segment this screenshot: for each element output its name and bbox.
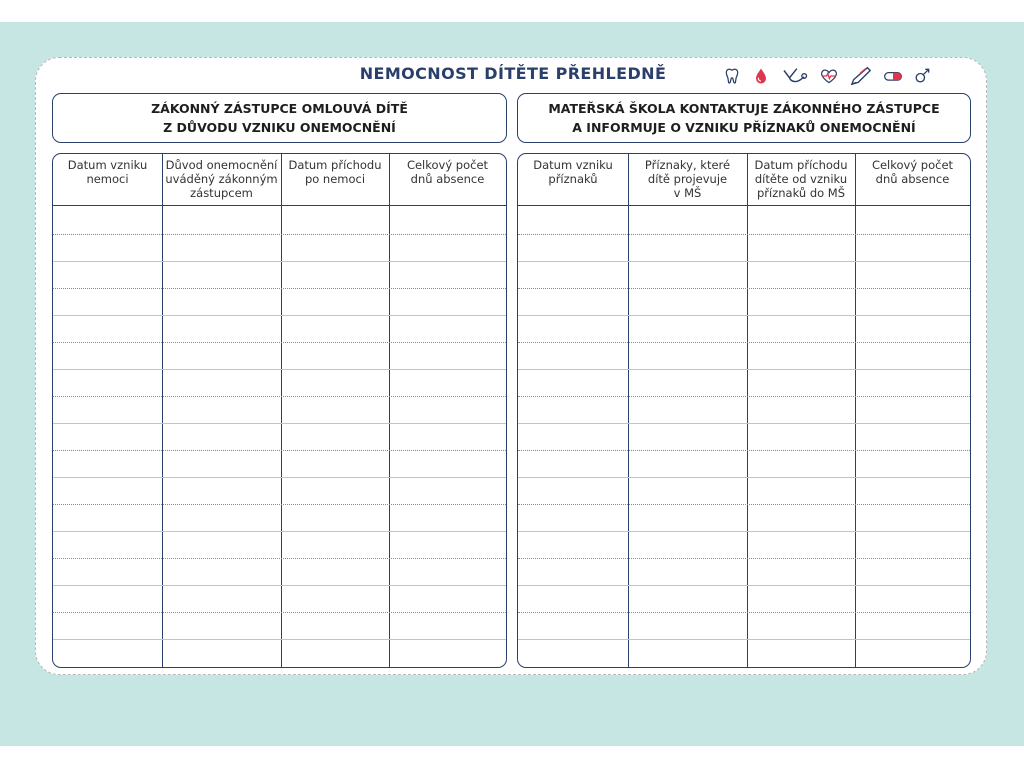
row-divider bbox=[53, 315, 506, 316]
icon-strip bbox=[722, 62, 952, 90]
column-header-symptom-date: Datum vzniku příznaků bbox=[533, 158, 613, 186]
right-table-header bbox=[518, 154, 970, 206]
column-header-onset-date: Datum vzniku nemoci bbox=[67, 158, 148, 186]
left-section-heading bbox=[52, 93, 507, 143]
row-divider bbox=[53, 423, 506, 424]
column-header-absence-days: Celkový počet dnů absence bbox=[871, 158, 954, 186]
left-heading-line2: Z DŮVODU VZNIKU ONEMOCNĚNÍ bbox=[163, 120, 396, 135]
writing-line bbox=[518, 288, 970, 289]
tooth-icon bbox=[722, 65, 742, 87]
writing-line bbox=[53, 612, 506, 613]
writing-line bbox=[53, 288, 506, 289]
right-heading-line1: MATEŘSKÁ ŠKOLA KONTAKTUJE ZÁKONNÉHO ZÁSTUPCE bbox=[548, 101, 940, 116]
right-section-heading bbox=[517, 93, 971, 143]
writing-line bbox=[518, 612, 970, 613]
left-table bbox=[52, 153, 507, 668]
heartbeat-icon bbox=[819, 65, 839, 87]
row-divider bbox=[518, 315, 970, 316]
writing-line bbox=[518, 558, 970, 559]
row-divider bbox=[518, 531, 970, 532]
row-divider bbox=[518, 369, 970, 370]
writing-line bbox=[518, 234, 970, 235]
row-divider bbox=[53, 639, 506, 640]
gender-icon bbox=[912, 65, 932, 87]
column-header-reason: Důvod onemocnění uváděný zákonným zástupcem bbox=[165, 158, 278, 200]
writing-line bbox=[53, 342, 506, 343]
thermometer-icon bbox=[848, 65, 874, 87]
left-heading-line1: ZÁKONNÝ ZÁSTUPCE OMLOUVÁ DÍTĚ bbox=[151, 101, 408, 116]
writing-line bbox=[53, 504, 506, 505]
column-header-absence-days: Celkový počet dnů absence bbox=[406, 158, 489, 186]
row-divider bbox=[518, 477, 970, 478]
page-title: NEMOCNOST DÍTĚTE PŘEHLEDNĚ bbox=[359, 64, 667, 83]
row-divider bbox=[53, 531, 506, 532]
row-divider bbox=[53, 477, 506, 478]
column-header-return-date: Datum příchodu po nemoci bbox=[288, 158, 382, 186]
left-table-header bbox=[53, 154, 506, 206]
writing-line bbox=[518, 396, 970, 397]
stethoscope-icon bbox=[780, 65, 810, 87]
writing-line bbox=[53, 396, 506, 397]
writing-line bbox=[518, 450, 970, 451]
row-divider bbox=[518, 261, 970, 262]
writing-line bbox=[518, 504, 970, 505]
row-divider bbox=[53, 261, 506, 262]
writing-line bbox=[53, 234, 506, 235]
row-divider bbox=[53, 369, 506, 370]
row-divider bbox=[518, 585, 970, 586]
right-heading-line2: A INFORMUJE O VZNIKU PŘÍZNAKŮ ONEMOCNĚNÍ bbox=[572, 120, 916, 135]
pill-icon bbox=[883, 65, 903, 87]
writing-line bbox=[53, 558, 506, 559]
writing-line bbox=[53, 450, 506, 451]
writing-line bbox=[518, 342, 970, 343]
row-divider bbox=[518, 423, 970, 424]
column-header-symptoms: Příznaky, které dítě projevuje v MŠ bbox=[644, 158, 731, 200]
row-divider bbox=[53, 585, 506, 586]
row-divider bbox=[518, 639, 970, 640]
right-table bbox=[517, 153, 971, 668]
column-header-return-date: Datum příchodu dítěte od vzniku příznaků do MŠ bbox=[754, 158, 848, 200]
blood-drop-icon bbox=[751, 65, 771, 87]
